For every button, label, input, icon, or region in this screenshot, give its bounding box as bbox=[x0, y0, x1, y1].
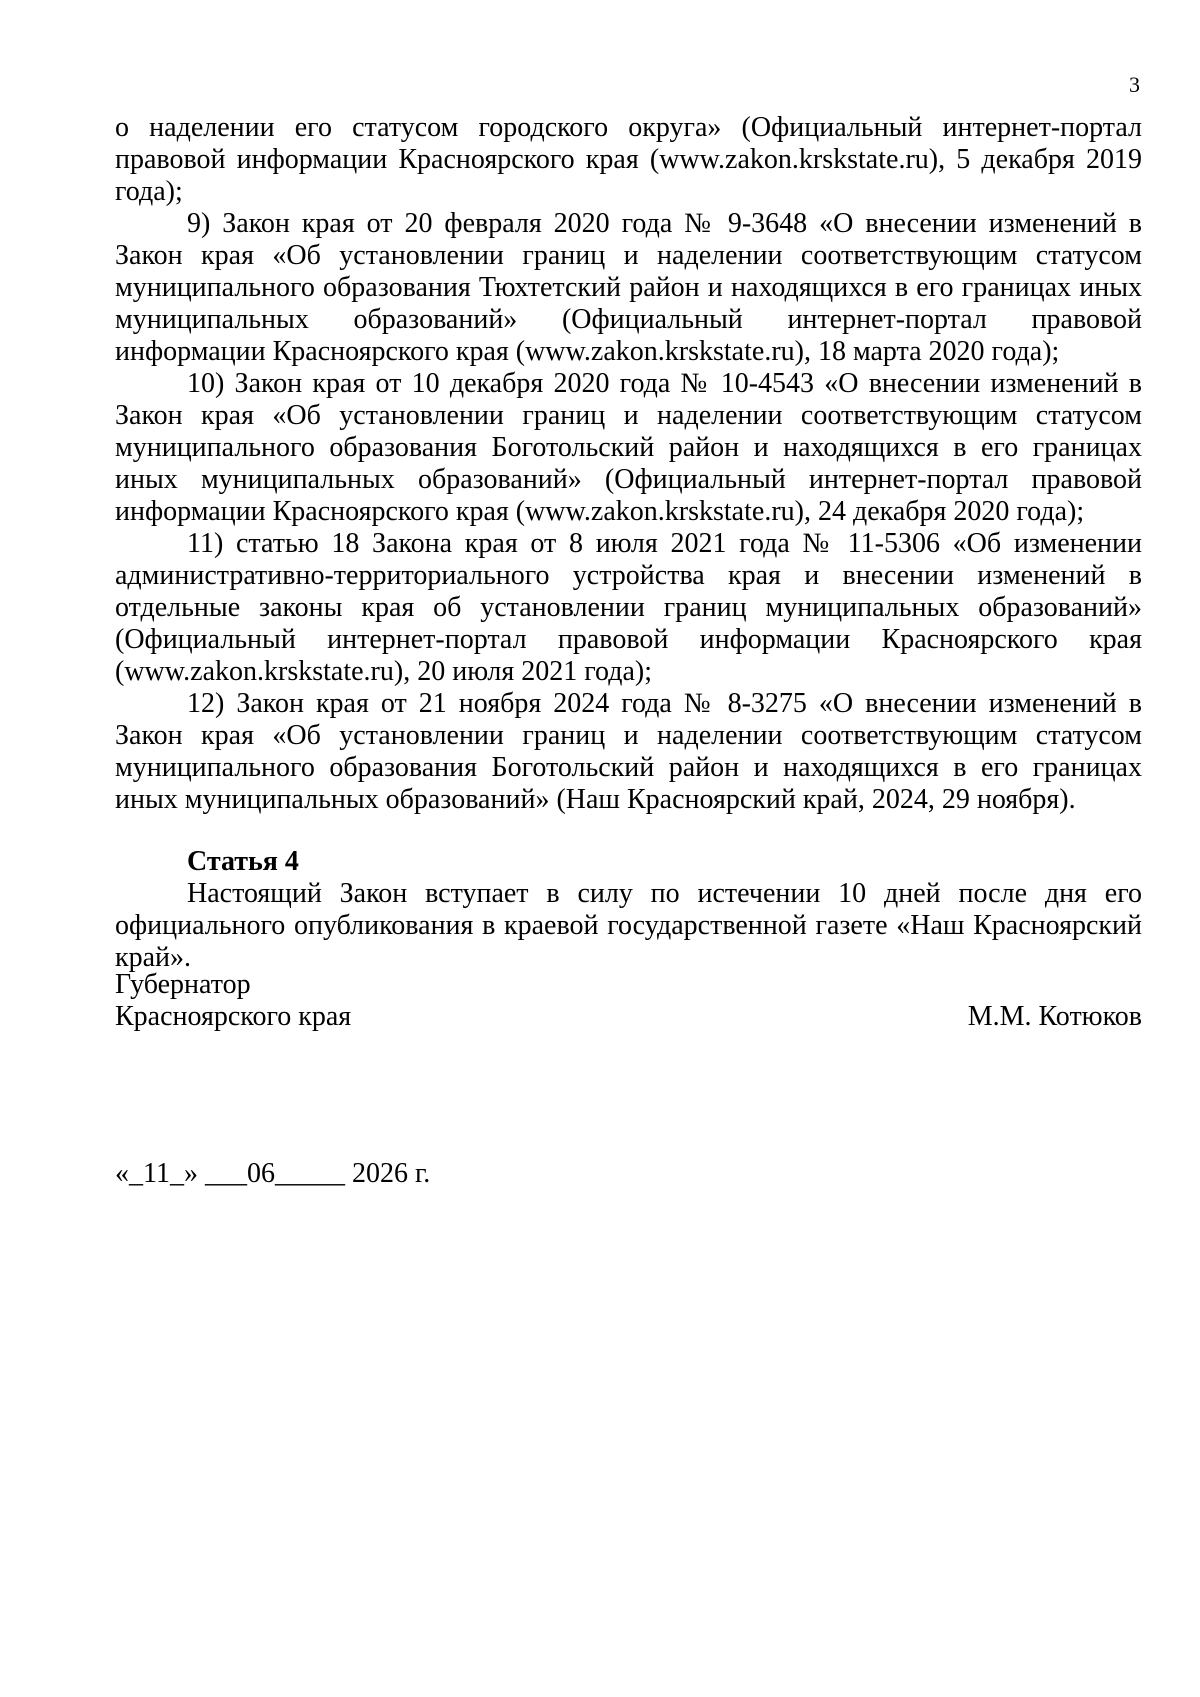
list-item-12: 12) Закон края от 21 ноября 2024 года № 8-3275 «О внесении изменений в Закон края «Об установлении границ и наделении соответствующим статусом муниципального образования Боготольский район и находящихся в его границах иных муниципальных образований» (Наш Красноярский край, 2024, 29 ноября). bbox=[115, 688, 1142, 815]
signature-name: М.М. Котюков bbox=[967, 1001, 1142, 1032]
document-date: «_11_» ___06_____ 2026 г. bbox=[115, 1158, 431, 1189]
paragraph-continuation: о наделении его статусом городского округа» (Официальный интернет-портал правовой информации Красноярского края (www.zakon.krskstate.ru), 5 декабря 2019 года); bbox=[115, 112, 1142, 207]
list-item-11: 11) статью 18 Закона края от 8 июля 2021 года № 11-5306 «Об изменении административно-территориального устройства края и внесении изменений в отдельные законы края об установлении границ муниципальных образований» (Официальный интернет-портал правовой информации Красноярского края (www.zakon.krskstate.ru), 20 июля 2021 года); bbox=[115, 528, 1142, 687]
article-heading: Статья 4 bbox=[187, 846, 299, 877]
list-item-9: 9) Закон края от 20 февраля 2020 года № 9-3648 «О внесении изменений в Закон края «Об установлении границ и наделении соответствующим статусом муниципального образования Тюхтетский район и находящихся в его границах иных муниципальных образований» (Официальный интернет-портал правовой информации Красноярского края (www.zakon.krskstate.ru), 18 марта 2020 года); bbox=[115, 208, 1142, 367]
document-body bbox=[115, 112, 1142, 974]
signature-title-line1: Губернатор bbox=[115, 969, 251, 1000]
signature-block bbox=[115, 969, 1142, 1033]
page-number: 3 bbox=[1129, 72, 1140, 97]
list-item-10: 10) Закон края от 10 декабря 2020 года № 10-4543 «О внесении изменений в Закон края «Об установлении границ и наделении соответствующим статусом муниципального образования Боготольский район и находящихся в его границах иных муниципальных образований» (Официальный интернет-портал правовой информации Красноярского края (www.zakon.krskstate.ru), 24 декабря 2020 года); bbox=[115, 368, 1142, 527]
signature-title-line2: Красноярского края bbox=[115, 1001, 352, 1032]
article-text: Настоящий Закон вступает в силу по истечении 10 дней после дня его официального опубликования в краевой государственной газете «Наш Красноярский край». bbox=[115, 878, 1142, 973]
